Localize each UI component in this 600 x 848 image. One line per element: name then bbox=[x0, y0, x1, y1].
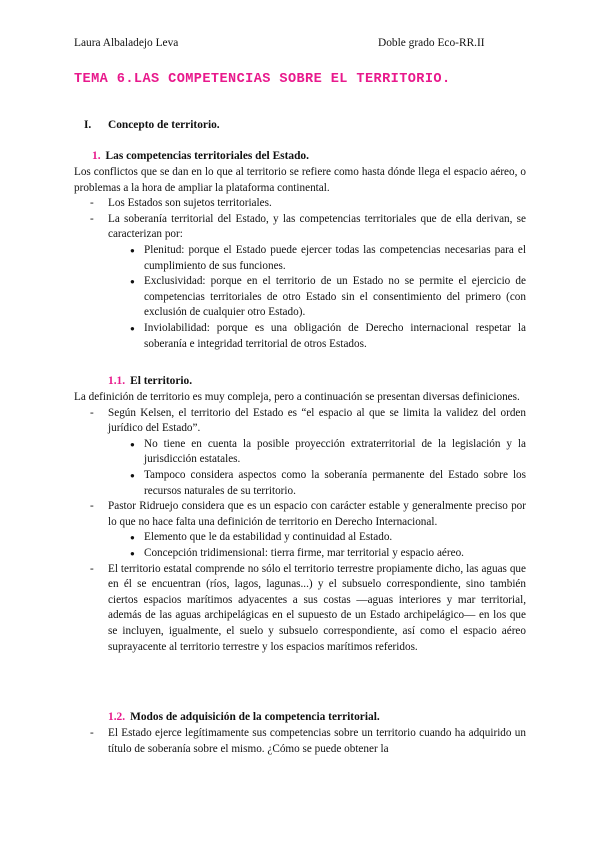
dash-list bbox=[74, 726, 526, 757]
subsection-heading-1-2 bbox=[108, 710, 380, 726]
subsection-number: 1.1. bbox=[108, 375, 126, 387]
subsection-heading-1 bbox=[92, 149, 309, 165]
list-item: ● Plenitud: porque el Estado puede ejercer todas las competencias necesarias para el cumplimiento de sus funciones. bbox=[74, 243, 526, 274]
section-heading bbox=[84, 118, 220, 134]
subsection-heading-1-1 bbox=[108, 374, 192, 390]
list-item: ● No tiene en cuenta la posible proyección extraterritorial de la legislación y la jurisdicción estatales. bbox=[74, 437, 526, 468]
header-author: Laura Albaladejo Leva bbox=[74, 37, 179, 49]
bullet-list bbox=[74, 437, 526, 499]
document-title: TEMA 6.LAS COMPETENCIAS SOBRE EL TERRITORIO. bbox=[74, 72, 451, 87]
paragraph: Los conflictos que se dan en lo que al territorio se refiere como hasta dónde llega el espacio aéreo, o problemas a la hora de ampliar la plataforma continental. bbox=[74, 166, 526, 194]
header-degree: Doble grado Eco-RR.II bbox=[378, 37, 485, 49]
subsection-1-2-body bbox=[74, 726, 526, 757]
dash-list bbox=[74, 196, 526, 243]
list-item: ● Exclusividad: porque en el territorio de un Estado no se permite el ejercicio de competencias territoriales de otro Estado sin el consentimiento del primero (con exclusión de cualquier otro Estado). bbox=[74, 274, 526, 321]
subsection-1-1-body bbox=[74, 390, 526, 655]
list-item: - Pastor Ridruejo considera que es un espacio con carácter estable y generalmente preciso por lo que no hace falta una definición de territorio en Derecho Internacional. bbox=[74, 499, 526, 530]
section-title: Concepto de territorio. bbox=[108, 119, 220, 131]
dash-list bbox=[74, 499, 526, 530]
list-item: - Según Kelsen, el territorio del Estado es “el espacio al que se limita la validez del orden jurídico del Estado”. bbox=[74, 406, 526, 437]
subsection-title: El territorio. bbox=[130, 375, 193, 387]
list-item: - La soberanía territorial del Estado, y las competencias territoriales que de ella derivan, se caracterizan por: bbox=[74, 212, 526, 243]
dash-list bbox=[74, 562, 526, 656]
list-item: - Los Estados son sujetos territoriales. bbox=[74, 196, 526, 212]
paragraph: La definición de territorio es muy compleja, pero a continuación se presentan diversas definiciones. bbox=[74, 391, 520, 403]
dash-list bbox=[74, 406, 526, 437]
subsection-number: 1. bbox=[92, 150, 101, 162]
subsection-1-body bbox=[74, 165, 526, 352]
bullet-list bbox=[74, 243, 526, 352]
subsection-title: Las competencias territoriales del Estado. bbox=[105, 150, 309, 162]
list-item: ● Inviolabilidad: porque es una obligación de Derecho internacional respetar la soberanía e integridad territorial de otros Estados. bbox=[74, 321, 526, 352]
section-number: I. bbox=[84, 119, 92, 131]
subsection-title: Modos de adquisición de la competencia territorial. bbox=[130, 711, 380, 723]
list-item: ● Tampoco considera aspectos como la soberanía permanente del Estado sobre los recursos naturales de su territorio. bbox=[74, 468, 526, 499]
list-item: ● Elemento que le da estabilidad y continuidad al Estado. bbox=[74, 530, 526, 546]
subsection-number: 1.2. bbox=[108, 711, 126, 723]
list-item: ● Concepción tridimensional: tierra firme, mar territorial y espacio aéreo. bbox=[74, 546, 526, 562]
bullet-list bbox=[74, 530, 526, 561]
list-item: - El territorio estatal comprende no sólo el territorio terrestre propiamente dicho, las aguas que en él se encuentran (ríos, lagos, lagunas...) y el subsuelo correspondiente, sino también ciertos espacios marítimos adyacentes a sus costas —aguas interiores y mar territorial, además de las aguas archipelágicas en el supuesto de un Estado archipelágico— en los que se incluyen, igualmente, el suelo y subsuelo correspondiente, así como el espacio aéreo suprayacente al territorio terrestre y los espacios marítimos referidos. bbox=[74, 562, 526, 656]
list-item: - El Estado ejerce legítimamente sus competencias sobre un territorio cuando ha adquirido un título de soberanía sobre el mismo. ¿Cómo se puede obtener la bbox=[74, 726, 526, 757]
